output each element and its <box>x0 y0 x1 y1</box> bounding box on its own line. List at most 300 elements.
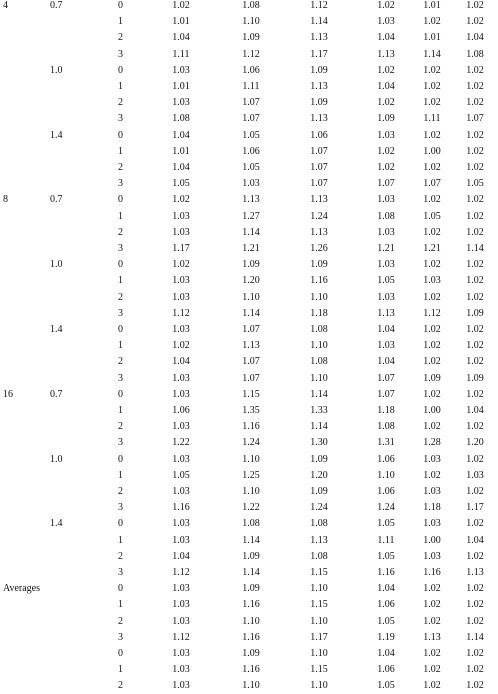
table-row <box>0 646 484 662</box>
value-cell: 1.24 <box>310 502 328 514</box>
value-cell: 1.12 <box>423 307 441 319</box>
value-cell: 1.02 <box>466 259 484 271</box>
value-cell: 1.06 <box>172 405 190 416</box>
index-cell: 2 <box>118 615 123 627</box>
index-cell: 2 <box>118 226 123 238</box>
value-cell: 1.02 <box>423 291 441 303</box>
value-cell: 1.12 <box>242 48 260 60</box>
value-cell: 1.14 <box>242 534 260 546</box>
value-cell: 1.02 <box>466 16 484 28</box>
table-row <box>0 176 484 192</box>
value-cell: 1.10 <box>242 680 260 692</box>
table-row <box>0 678 484 694</box>
index-cell: 1 <box>118 534 123 546</box>
index-cell: 3 <box>118 178 123 190</box>
index-cell: 3 <box>118 631 123 643</box>
table-row <box>0 0 484 14</box>
index-cell: 1 <box>118 340 123 352</box>
table-row <box>0 322 484 338</box>
index-cell: 3 <box>118 307 123 319</box>
table-row <box>0 565 484 581</box>
value-cell: 1.09 <box>466 372 484 384</box>
value-cell: 1.03 <box>466 469 484 481</box>
table-row <box>0 338 484 354</box>
value-cell: 1.08 <box>310 324 328 335</box>
value-cell: 1.07 <box>377 178 395 190</box>
value-cell: 1.06 <box>377 453 395 465</box>
value-cell: 1.02 <box>466 291 484 303</box>
value-cell: 1.15 <box>310 567 328 578</box>
value-cell: 1.17 <box>466 502 484 514</box>
value-cell: 1.02 <box>466 453 484 465</box>
value-cell: 1.02 <box>423 162 441 173</box>
index-cell: 1 <box>118 664 123 676</box>
value-cell: 1.02 <box>423 648 441 659</box>
value-cell: 1.14 <box>466 631 484 643</box>
index-cell: 0 <box>118 0 123 11</box>
index-cell: 0 <box>118 129 123 141</box>
table-row <box>0 435 484 451</box>
value-cell: 1.24 <box>377 502 395 514</box>
value-cell: 1.01 <box>172 16 190 28</box>
value-cell: 1.17 <box>310 48 328 60</box>
value-cell: 1.01 <box>423 0 441 11</box>
value-cell: 1.01 <box>172 81 190 92</box>
table-row <box>0 484 484 500</box>
value-cell: 1.09 <box>242 648 260 659</box>
value-cell: 1.14 <box>310 16 328 28</box>
value-cell: 1.03 <box>377 259 395 271</box>
value-cell: 1.22 <box>242 502 260 514</box>
value-cell: 1.03 <box>377 291 395 303</box>
index-cell: 2 <box>118 550 123 562</box>
index-cell: 2 <box>118 356 123 368</box>
value-cell: 1.02 <box>423 129 441 141</box>
value-cell: 1.03 <box>377 129 395 141</box>
index-cell: 2 <box>118 291 123 303</box>
value-cell: 1.28 <box>423 437 441 449</box>
index-cell: 1 <box>118 145 123 157</box>
value-cell: 1.09 <box>310 97 328 109</box>
value-cell: 1.16 <box>242 421 260 433</box>
value-cell: 1.04 <box>172 162 190 173</box>
value-cell: 1.13 <box>310 32 328 44</box>
value-cell: 1.10 <box>242 486 260 497</box>
value-cell: 1.06 <box>377 664 395 676</box>
index-cell: 1 <box>118 405 123 416</box>
value-cell: 1.30 <box>310 437 328 449</box>
table-row <box>0 144 484 160</box>
value-cell: 1.09 <box>310 259 328 271</box>
value-cell: 1.03 <box>423 453 441 465</box>
index-cell: 0 <box>118 583 123 595</box>
value-cell: 1.08 <box>242 518 260 530</box>
value-cell: 1.00 <box>423 145 441 157</box>
table-row <box>0 192 484 208</box>
value-cell: 1.04 <box>377 32 395 44</box>
value-cell: 1.10 <box>242 16 260 28</box>
value-cell: 1.04 <box>377 648 395 659</box>
value-cell: 1.02 <box>423 421 441 433</box>
index-cell: 3 <box>118 372 123 384</box>
value-cell: 1.03 <box>172 324 190 335</box>
value-cell: 1.24 <box>310 210 328 222</box>
table-row <box>0 306 484 322</box>
sub-group-label: 1.4 <box>50 518 63 530</box>
value-cell: 1.08 <box>466 48 484 60</box>
value-cell: 1.21 <box>423 243 441 254</box>
value-cell: 1.16 <box>242 631 260 643</box>
table-row <box>0 128 484 144</box>
value-cell: 1.03 <box>172 97 190 109</box>
value-cell: 1.02 <box>466 97 484 109</box>
value-cell: 1.04 <box>377 324 395 335</box>
value-cell: 1.20 <box>242 275 260 287</box>
value-cell: 1.22 <box>172 437 190 449</box>
value-cell: 1.16 <box>423 567 441 578</box>
value-cell: 1.03 <box>377 16 395 28</box>
value-cell: 1.02 <box>466 388 484 400</box>
sub-group-label: 0.7 <box>50 388 63 400</box>
value-cell: 1.03 <box>172 615 190 627</box>
value-cell: 1.02 <box>172 0 190 11</box>
value-cell: 1.00 <box>423 534 441 546</box>
value-cell: 1.04 <box>377 583 395 595</box>
value-cell: 1.02 <box>423 324 441 335</box>
value-cell: 1.05 <box>172 178 190 190</box>
value-cell: 1.08 <box>377 421 395 433</box>
value-cell: 1.31 <box>377 437 395 449</box>
value-cell: 1.02 <box>466 145 484 157</box>
value-cell: 1.10 <box>242 615 260 627</box>
index-cell: 0 <box>118 388 123 400</box>
index-cell: 3 <box>118 437 123 449</box>
value-cell: 1.02 <box>423 340 441 352</box>
value-cell: 1.08 <box>310 356 328 368</box>
table-row <box>0 581 484 597</box>
sub-group-label: 1.0 <box>50 453 63 465</box>
value-cell: 1.03 <box>423 275 441 287</box>
value-cell: 1.06 <box>310 129 328 141</box>
value-cell: 1.02 <box>423 81 441 92</box>
group-label: Averages <box>3 583 41 595</box>
value-cell: 1.07 <box>242 113 260 125</box>
value-cell: 1.13 <box>242 340 260 352</box>
value-cell: 1.02 <box>377 162 395 173</box>
value-cell: 1.04 <box>172 356 190 368</box>
value-cell: 1.06 <box>242 145 260 157</box>
value-cell: 1.02 <box>377 97 395 109</box>
value-cell: 1.10 <box>310 583 328 595</box>
value-cell: 1.02 <box>423 64 441 76</box>
value-cell: 1.08 <box>310 518 328 530</box>
value-cell: 1.08 <box>377 210 395 222</box>
value-cell: 1.20 <box>466 437 484 449</box>
value-cell: 1.15 <box>310 599 328 611</box>
value-cell: 1.02 <box>423 615 441 627</box>
value-cell: 1.07 <box>310 162 328 173</box>
index-cell: 1 <box>118 599 123 611</box>
value-cell: 1.02 <box>377 0 395 11</box>
value-cell: 1.09 <box>242 550 260 562</box>
value-cell: 1.03 <box>377 194 395 206</box>
value-cell: 1.02 <box>466 518 484 530</box>
value-cell: 1.01 <box>172 145 190 157</box>
index-cell: 2 <box>118 32 123 44</box>
value-cell: 1.03 <box>172 453 190 465</box>
value-cell: 1.03 <box>377 340 395 352</box>
value-cell: 1.03 <box>423 550 441 562</box>
value-cell: 1.33 <box>310 405 328 416</box>
value-cell: 1.02 <box>466 599 484 611</box>
value-cell: 1.10 <box>310 648 328 659</box>
value-cell: 1.04 <box>466 405 484 416</box>
value-cell: 1.09 <box>242 259 260 271</box>
value-cell: 1.15 <box>310 664 328 676</box>
value-cell: 1.02 <box>423 259 441 271</box>
value-cell: 1.01 <box>423 32 441 44</box>
value-cell: 1.02 <box>466 64 484 76</box>
value-cell: 1.11 <box>172 48 190 60</box>
value-cell: 1.02 <box>423 599 441 611</box>
value-cell: 1.15 <box>242 388 260 400</box>
index-cell: 1 <box>118 16 123 28</box>
table-row <box>0 209 484 225</box>
value-cell: 1.13 <box>242 194 260 206</box>
table-row <box>0 160 484 176</box>
table-row <box>0 549 484 565</box>
index-cell: 2 <box>118 97 123 109</box>
value-cell: 1.12 <box>172 631 190 643</box>
value-cell: 1.02 <box>172 259 190 271</box>
index-cell: 1 <box>118 469 123 481</box>
value-cell: 1.12 <box>172 567 190 578</box>
table-row <box>0 597 484 613</box>
value-cell: 1.09 <box>310 486 328 497</box>
value-cell: 1.18 <box>310 307 328 319</box>
value-cell: 1.04 <box>172 550 190 562</box>
index-cell: 0 <box>118 194 123 206</box>
value-cell: 1.08 <box>242 0 260 11</box>
value-cell: 1.07 <box>310 178 328 190</box>
value-cell: 1.02 <box>423 388 441 400</box>
value-cell: 1.03 <box>172 534 190 546</box>
value-cell: 1.10 <box>242 453 260 465</box>
value-cell: 1.02 <box>423 664 441 676</box>
index-cell: 2 <box>118 421 123 433</box>
value-cell: 1.03 <box>172 599 190 611</box>
value-cell: 1.14 <box>310 388 328 400</box>
value-cell: 1.03 <box>172 210 190 222</box>
value-cell: 1.02 <box>466 356 484 368</box>
value-cell: 1.17 <box>172 243 190 254</box>
value-cell: 1.09 <box>242 583 260 595</box>
value-cell: 1.10 <box>242 291 260 303</box>
index-cell: 3 <box>118 502 123 514</box>
value-cell: 1.02 <box>172 194 190 206</box>
value-cell: 1.03 <box>172 518 190 530</box>
index-cell: 3 <box>118 113 123 125</box>
value-cell: 1.14 <box>242 567 260 578</box>
value-cell: 1.16 <box>242 599 260 611</box>
table-row <box>0 273 484 289</box>
value-cell: 1.07 <box>242 356 260 368</box>
value-cell: 1.03 <box>172 388 190 400</box>
value-cell: 1.00 <box>423 405 441 416</box>
value-cell: 1.04 <box>172 129 190 141</box>
table-row <box>0 403 484 419</box>
value-cell: 1.02 <box>466 550 484 562</box>
value-cell: 1.03 <box>172 583 190 595</box>
value-cell: 1.07 <box>377 372 395 384</box>
value-cell: 1.02 <box>423 97 441 109</box>
value-cell: 1.04 <box>466 32 484 44</box>
value-cell: 1.02 <box>423 583 441 595</box>
value-cell: 1.07 <box>310 145 328 157</box>
value-cell: 1.07 <box>242 372 260 384</box>
value-cell: 1.02 <box>423 469 441 481</box>
table-row <box>0 614 484 630</box>
sub-group-label: 1.4 <box>50 324 63 335</box>
value-cell: 1.03 <box>172 648 190 659</box>
value-cell: 1.02 <box>377 145 395 157</box>
value-cell: 1.02 <box>377 64 395 76</box>
value-cell: 1.03 <box>172 421 190 433</box>
value-cell: 1.04 <box>377 356 395 368</box>
value-cell: 1.06 <box>242 64 260 76</box>
value-cell: 1.12 <box>172 307 190 319</box>
table-row <box>0 257 484 273</box>
group-label: 8 <box>3 194 8 206</box>
value-cell: 1.05 <box>377 518 395 530</box>
sub-group-label: 0.7 <box>50 194 63 206</box>
value-cell: 1.03 <box>172 291 190 303</box>
value-cell: 1.16 <box>242 664 260 676</box>
value-cell: 1.09 <box>310 453 328 465</box>
value-cell: 1.02 <box>466 648 484 659</box>
value-cell: 1.10 <box>310 680 328 692</box>
table-row <box>0 419 484 435</box>
value-cell: 1.21 <box>377 243 395 254</box>
value-cell: 1.04 <box>377 81 395 92</box>
value-cell: 1.03 <box>172 664 190 676</box>
value-cell: 1.10 <box>310 372 328 384</box>
value-cell: 1.03 <box>242 178 260 190</box>
table-row <box>0 30 484 46</box>
table-row <box>0 516 484 532</box>
value-cell: 1.02 <box>423 194 441 206</box>
value-cell: 1.27 <box>242 210 260 222</box>
value-cell: 1.24 <box>242 437 260 449</box>
value-cell: 1.02 <box>466 129 484 141</box>
index-cell: 0 <box>118 324 123 335</box>
value-cell: 1.14 <box>310 421 328 433</box>
value-cell: 1.03 <box>172 486 190 497</box>
value-cell: 1.02 <box>466 324 484 335</box>
value-cell: 1.13 <box>377 307 395 319</box>
table-row <box>0 387 484 403</box>
value-cell: 1.03 <box>172 275 190 287</box>
table-row <box>0 533 484 549</box>
value-cell: 1.16 <box>172 502 190 514</box>
sub-group-label: 0.7 <box>50 0 63 11</box>
index-cell: 1 <box>118 81 123 92</box>
table-row <box>0 468 484 484</box>
index-cell: 0 <box>118 64 123 76</box>
value-cell: 1.10 <box>310 340 328 352</box>
value-cell: 1.14 <box>242 226 260 238</box>
value-cell: 1.13 <box>423 631 441 643</box>
value-cell: 1.09 <box>377 113 395 125</box>
value-cell: 1.03 <box>423 486 441 497</box>
group-label: 4 <box>3 0 8 11</box>
value-cell: 1.05 <box>172 469 190 481</box>
value-cell: 1.04 <box>172 32 190 44</box>
value-cell: 1.13 <box>310 194 328 206</box>
value-cell: 1.03 <box>377 226 395 238</box>
value-cell: 1.02 <box>423 356 441 368</box>
index-cell: 1 <box>118 210 123 222</box>
value-cell: 1.02 <box>466 210 484 222</box>
value-cell: 1.02 <box>423 680 441 692</box>
value-cell: 1.10 <box>310 615 328 627</box>
value-cell: 1.17 <box>310 631 328 643</box>
value-cell: 1.11 <box>423 113 441 125</box>
value-cell: 1.02 <box>466 226 484 238</box>
value-cell: 1.05 <box>466 178 484 190</box>
value-cell: 1.02 <box>466 194 484 206</box>
value-cell: 1.02 <box>423 226 441 238</box>
sub-group-label: 1.4 <box>50 129 63 141</box>
value-cell: 1.02 <box>466 421 484 433</box>
value-cell: 1.02 <box>466 81 484 92</box>
table-row <box>0 225 484 241</box>
value-cell: 1.02 <box>466 275 484 287</box>
sub-group-label: 1.0 <box>50 259 63 271</box>
value-cell: 1.05 <box>377 550 395 562</box>
value-cell: 1.07 <box>377 388 395 400</box>
value-cell: 1.25 <box>242 469 260 481</box>
value-cell: 1.05 <box>377 275 395 287</box>
index-cell: 2 <box>118 486 123 497</box>
value-cell: 1.08 <box>172 113 190 125</box>
value-cell: 1.10 <box>310 291 328 303</box>
value-cell: 1.05 <box>242 162 260 173</box>
value-cell: 1.05 <box>377 680 395 692</box>
table-row <box>0 662 484 678</box>
table-row <box>0 14 484 30</box>
table-row <box>0 354 484 370</box>
index-cell: 3 <box>118 243 123 254</box>
index-cell: 3 <box>118 567 123 578</box>
value-cell: 1.07 <box>466 113 484 125</box>
value-cell: 1.02 <box>466 486 484 497</box>
value-cell: 1.13 <box>466 567 484 578</box>
value-cell: 1.13 <box>310 81 328 92</box>
value-cell: 1.05 <box>377 615 395 627</box>
value-cell: 1.02 <box>466 680 484 692</box>
value-cell: 1.02 <box>172 340 190 352</box>
table-row <box>0 95 484 111</box>
value-cell: 1.02 <box>466 664 484 676</box>
value-cell: 1.14 <box>242 307 260 319</box>
value-cell: 1.02 <box>466 615 484 627</box>
value-cell: 1.02 <box>466 340 484 352</box>
value-cell: 1.02 <box>466 583 484 595</box>
value-cell: 1.18 <box>423 502 441 514</box>
index-cell: 2 <box>118 162 123 173</box>
value-cell: 1.03 <box>172 372 190 384</box>
